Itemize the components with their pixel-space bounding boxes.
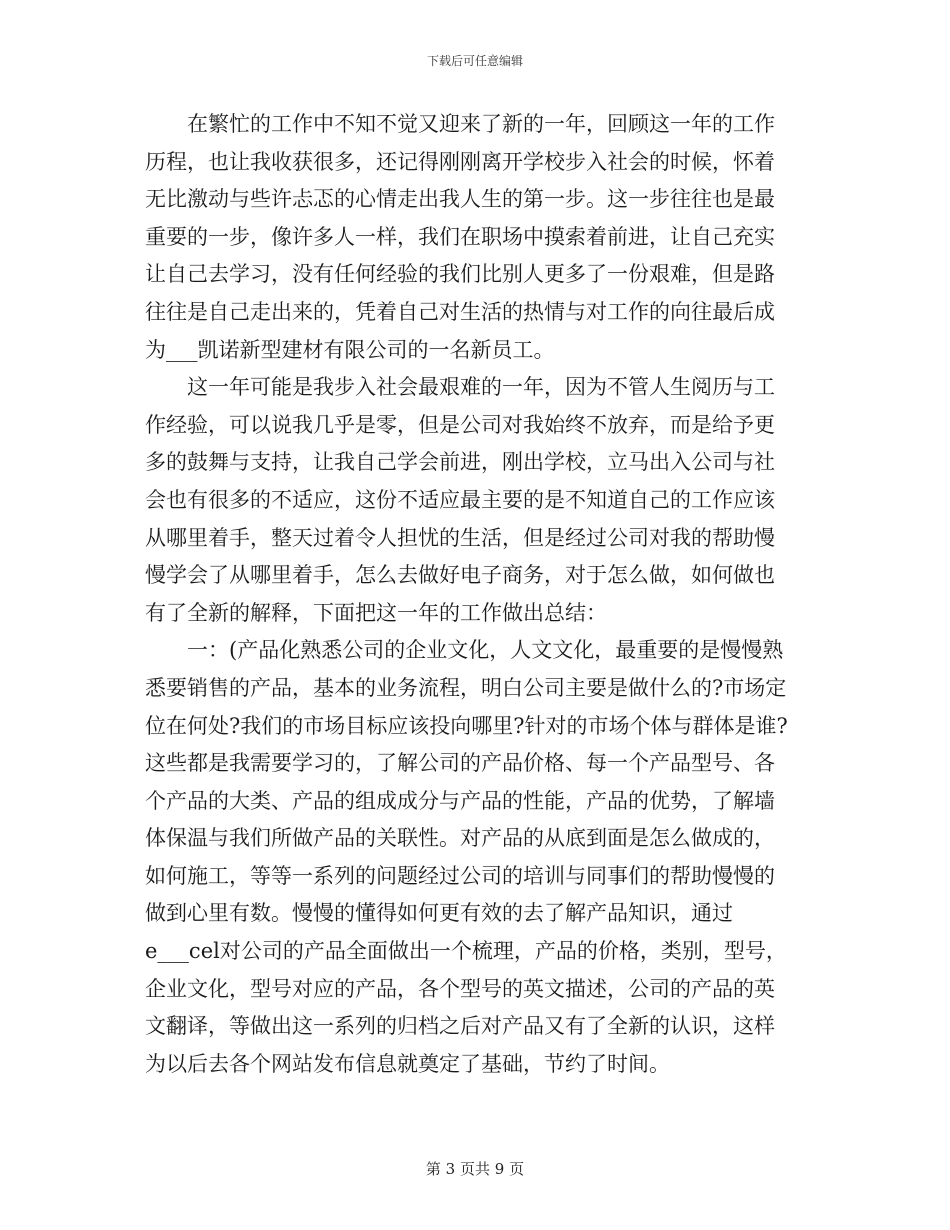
page-header: 下载后可任意编辑 bbox=[426, 54, 523, 68]
paragraph-3-line-11: 文翻译，等做出这一系列的归档之后对产品又有了全新的认识，这样 bbox=[145, 1014, 775, 1039]
paragraph-2-line-1: 这一年可能是我步入社会最艰难的一年，因为不管人生阅历与工 bbox=[187, 375, 775, 400]
paragraph-3-line-8: 做到心里有数。慢慢的懂得如何更有效的去了解产品知识，通过 bbox=[145, 901, 733, 926]
paragraph-3-line-3: 位在何处?我们的市场目标应该投向哪里?针对的市场个体与群体是谁? bbox=[145, 713, 788, 738]
paragraph-3-line-1: 一：(产品化熟悉公司的企业文化，人文文化，最重要的是慢慢熟 bbox=[187, 638, 784, 663]
paragraph-1-line-2: 历程，也让我收获很多，还记得刚刚离开学校步入社会的时候，怀着 bbox=[145, 149, 775, 174]
paragraph-1-line-7: 为___凯诺新型建材有限公司的一名新员工。 bbox=[145, 337, 555, 362]
document-body bbox=[145, 106, 805, 1083]
paragraph-1-line-3: 无比激动与些许忐忑的心情走出我人生的第一步。这一步往往也是最 bbox=[145, 187, 775, 212]
paragraph-2-line-4: 会也有很多的不适应，这份不适应最主要的是不知道自己的工作应该 bbox=[145, 487, 775, 512]
paragraph-1-line-5: 让自己去学习，没有任何经验的我们比别人更多了一份艰难，但是路 bbox=[145, 262, 775, 287]
paragraph-1-line-1: 在繁忙的工作中不知不觉又迎来了新的一年，回顾这一年的工作 bbox=[187, 112, 775, 136]
paragraph-3-line-12: 为以后去各个网站发布信息就奠定了基础，节约了时间。 bbox=[145, 1051, 670, 1076]
paragraph-2-line-6: 慢学会了从哪里着手，怎么去做好电子商务，对于怎么做，如何做也 bbox=[145, 563, 775, 588]
paragraph-3-line-2: 悉要销售的产品，基本的业务流程，明白公司主要是做什么的?市场定 bbox=[145, 675, 787, 700]
paragraph-3-line-4: 这些都是我需要学习的，了解公司的产品价格、每一个产品型号、各 bbox=[145, 751, 775, 776]
page-number: 第 3 页共 9 页 bbox=[425, 1160, 525, 1178]
paragraph-1-line-6: 往往是自己走出来的，凭着自己对生活的热情与对工作的向往最后成 bbox=[145, 299, 775, 324]
paragraph-3-line-6: 体保温与我们所做产品的关联性。对产品的从底到面是怎么做成的， bbox=[145, 826, 775, 851]
paragraph-2-line-2: 作经验，可以说我几乎是零，但是公司对我始终不放弃，而是给予更 bbox=[145, 412, 775, 437]
paragraph-3-line-7: 如何施工，等等一系列的问题经过公司的培训与同事们的帮助慢慢的 bbox=[145, 863, 775, 888]
paragraph-2-line-3: 多的鼓舞与支持，让我自己学会前进，刚出学校，立马出入公司与社 bbox=[145, 450, 775, 475]
paragraph-3-line-10: 企业文化，型号对应的产品，各个型号的英文描述，公司的产品的英 bbox=[145, 976, 775, 1001]
paragraph-3-line-9: e___cel对公司的产品全面做出一个梳理，产品的价格，类别，型号， bbox=[145, 939, 787, 964]
paragraph-3-line-5: 个产品的大类、产品的组成成分与产品的性能，产品的优势，了解墙 bbox=[145, 788, 775, 813]
paragraph-2-line-5: 从哪里着手，整天过着令人担忧的生活，但是经过公司对我的帮助慢 bbox=[145, 525, 775, 550]
paragraph-1-line-4: 重要的一步，像许多人一样，我们在职场中摸索着前进，让自己充实 bbox=[145, 224, 775, 249]
paragraph-2-line-7: 有了全新的解释，下面把这一年的工作做出总结： bbox=[145, 600, 607, 625]
